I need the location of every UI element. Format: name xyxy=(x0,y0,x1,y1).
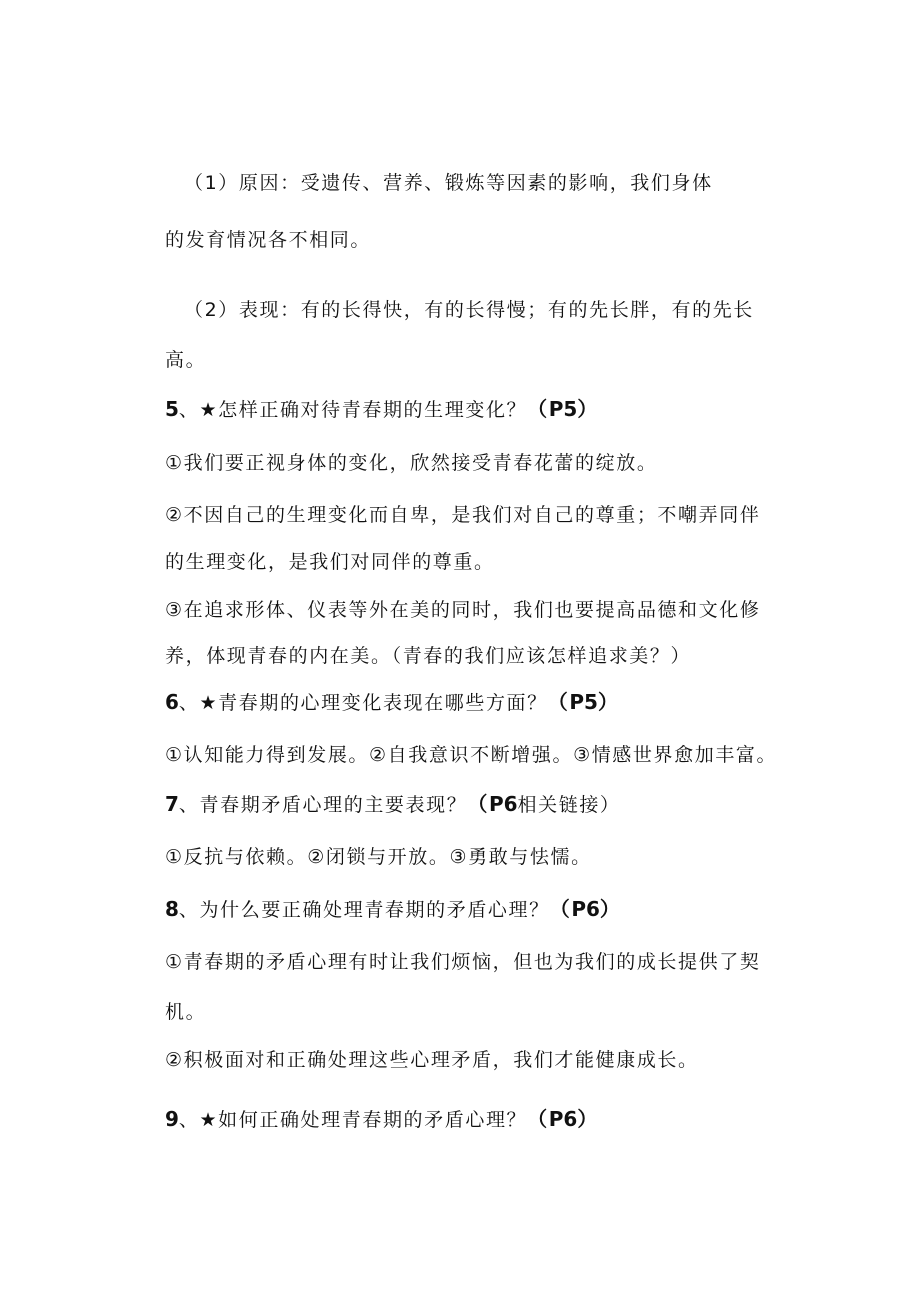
answer-8-line2: 机。 xyxy=(165,1001,207,1023)
page-ref: P5 xyxy=(569,690,598,714)
paragraph-performance-line1: （2）表现：有的长得快，有的长得慢；有的先长胖，有的先长 xyxy=(184,299,754,321)
question-number: 7 xyxy=(165,792,179,816)
question-text: 、★青春期的心理变化表现在哪些方面？ xyxy=(178,692,548,714)
answer-5-line2: ②不因自己的生理变化而自卑，是我们对自己的尊重；不嘲弄同伴 xyxy=(165,504,761,526)
answer-5-line4: ③在追求形体、仪表等外在美的同时，我们也要提高品德和文化修 xyxy=(165,599,761,621)
question-8-heading xyxy=(165,897,622,922)
question-7-heading xyxy=(165,792,621,817)
ref-close: ） xyxy=(597,690,620,714)
ref-open: （ xyxy=(547,690,570,714)
question-text: 、为什么要正确处理青春期的矛盾心理？ xyxy=(178,899,550,921)
ref-close: ） xyxy=(577,1107,599,1131)
answer-8-line3: ②积极面对和正确处理这些心理矛盾，我们才能健康成长。 xyxy=(165,1049,699,1071)
ref-open: （ xyxy=(527,1107,549,1131)
question-number: 8 xyxy=(165,897,179,921)
answer-5-line5: 养，体现青春的内在美。（青春的我们应该怎样追求美？） xyxy=(165,645,692,667)
question-number: 9 xyxy=(165,1107,179,1131)
paragraph-reason-line2: 的发育情况各不相同。 xyxy=(165,229,372,251)
question-text: 、★怎样正确对待青春期的生理变化？ xyxy=(178,399,528,421)
paragraph-reason-line1: （1）原因：受遗传、营养、锻炼等因素的影响，我们身体 xyxy=(184,172,713,194)
ref-open: （ xyxy=(527,397,549,421)
page-ref: P6 xyxy=(548,1107,578,1131)
paragraph-performance-line2: 高。 xyxy=(165,349,207,371)
answer-8-line1: ①青春期的矛盾心理有时让我们烦恼，但也为我们的成长提供了契 xyxy=(165,951,761,973)
page-ref: P6 xyxy=(488,792,518,816)
answer-5-line1: ①我们要正视身体的变化，欣然接受青春花蕾的绽放。 xyxy=(165,452,658,474)
question-5-heading xyxy=(165,397,599,422)
answer-7-line1: ①反抗与依赖。②闭锁与开放。③勇敢与怯懦。 xyxy=(165,846,592,868)
question-text: 、青春期矛盾心理的主要表现？ xyxy=(178,794,468,816)
question-text: 、★如何正确处理青春期的矛盾心理？ xyxy=(178,1109,528,1131)
answer-5-line3: 的生理变化，是我们对同伴的尊重。 xyxy=(165,551,495,573)
ref-close: ） xyxy=(599,897,622,921)
ref-open: （ xyxy=(467,792,489,816)
question-number: 6 xyxy=(165,690,179,714)
question-9-heading xyxy=(165,1107,599,1132)
page-ref: P5 xyxy=(548,397,578,421)
question-6-heading xyxy=(165,690,620,715)
page-ref: P6 xyxy=(571,897,600,921)
ref-open: （ xyxy=(549,897,572,921)
answer-6-line1: ①认知能力得到发展。②自我意识不断增强。③情感世界愈加丰富。 xyxy=(165,744,778,766)
question-number: 5 xyxy=(165,397,179,421)
ref-close: 相关链接） xyxy=(517,794,621,816)
ref-close: ） xyxy=(577,397,599,421)
